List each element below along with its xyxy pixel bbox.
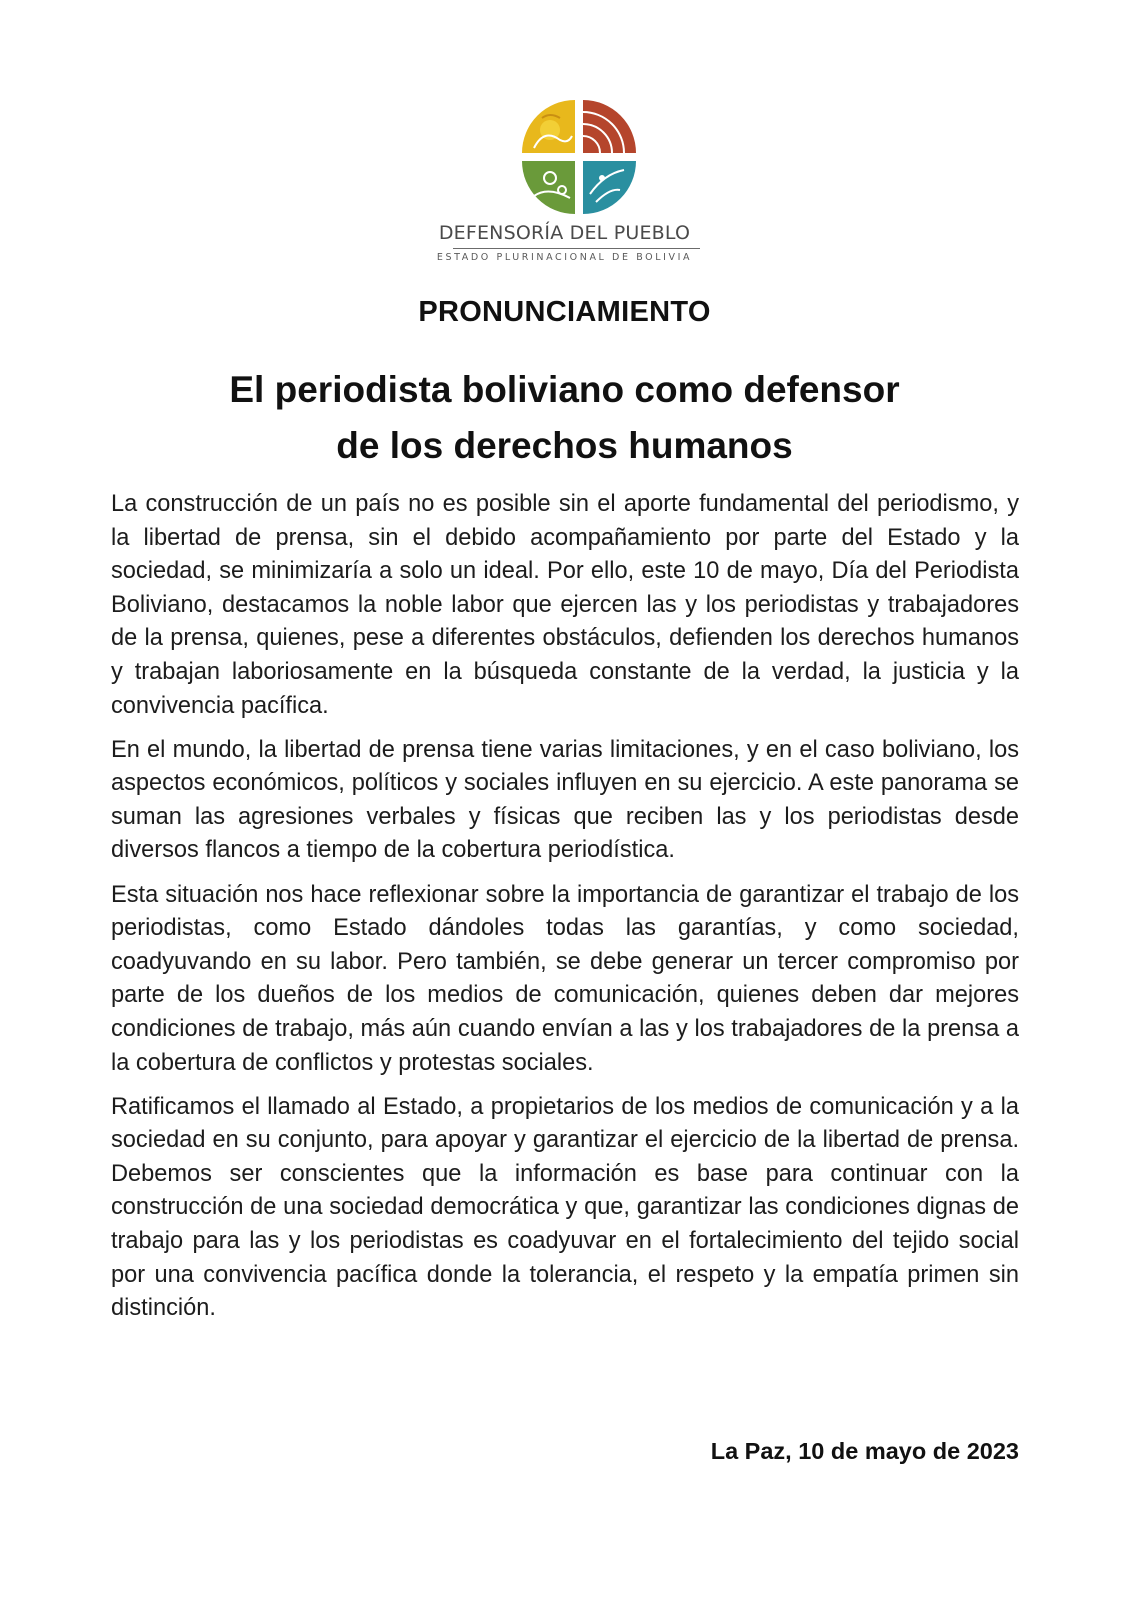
- org-name: DEFENSORÍA DEL PUEBLO: [438, 222, 691, 244]
- document-title: [0, 362, 1129, 474]
- body-paragraph: Esta situación nos hace reflexionar sobre la importancia de garantizar el trabajo de los periodistas, como Estado dándoles todas las garantías, y como sociedad, coadyuvando en su labor. Pero también, se debe generar un tercer compromiso por parte de los dueños de los medios de comunicación, quienes deben dar mejores condiciones de trabajo, más aún cuando envían a las y los trabajadores de la prensa a la cobertura de conflictos y protestas sociales.: [111, 881, 1019, 1076]
- defensoria-emblem-icon: [520, 98, 638, 216]
- emblem-quadrant-top-right: [583, 100, 636, 153]
- org-divider: [453, 248, 700, 249]
- document-title-line-2: de los derechos humanos: [336, 425, 793, 466]
- body-paragraph: La construcción de un país no es posible sin el aporte fundamental del periodismo, y la libertad de prensa, sin el debido acompañamiento por parte del Estado y la sociedad, se minimizaría a solo un ideal. Por ello, este 10 de mayo, Día del Periodista Boliviano, destacamos la noble labor que ejercen las y los periodistas y trabajadores de la prensa, quienes, pese a diferentes obstáculos, defienden los derechos humanos y trabajan laboriosamente en la búsqueda constante de la verdad, la justicia y la convivencia pacífica.: [111, 491, 1019, 719]
- org-logo: [0, 98, 1129, 268]
- document-type: PRONUNCIAMIENTO: [418, 296, 711, 328]
- body-paragraph: Ratificamos el llamado al Estado, a propietarios de los medios de comunicación y a la sociedad en su conjunto, para apoyar y garantizar el ejercicio de la libertad de prensa. Debemos ser conscientes que la información es base para continuar con la construcción de una sociedad democrática y que, garantizar las condiciones dignas de trabajo para las y los periodistas es coadyuvar en el fortalecimiento del tejido social por una convivencia pacífica donde la tolerancia, el respeto y la empatía primen sin distinción.: [111, 1093, 1019, 1322]
- emblem-quadrant-bottom-right: [583, 161, 636, 214]
- document-title-line-1: El periodista boliviano como defensor: [229, 369, 900, 410]
- emblem-quadrant-bottom-left: [522, 161, 575, 214]
- org-subtitle: ESTADO PLURINACIONAL DE BOLIVIA: [436, 252, 693, 263]
- document-body: [111, 488, 1019, 1336]
- place-date: La Paz, 10 de mayo de 2023: [710, 1438, 1019, 1464]
- body-paragraph: En el mundo, la libertad de prensa tiene varias limitaciones, y en el caso boliviano, los aspectos económicos, políticos y sociales influyen en su ejercicio. A este panorama se suman las agresiones verbales y físicas que reciben las y los periodistas desde diversos flancos a tiempo de la cobertura periodística.: [111, 736, 1019, 864]
